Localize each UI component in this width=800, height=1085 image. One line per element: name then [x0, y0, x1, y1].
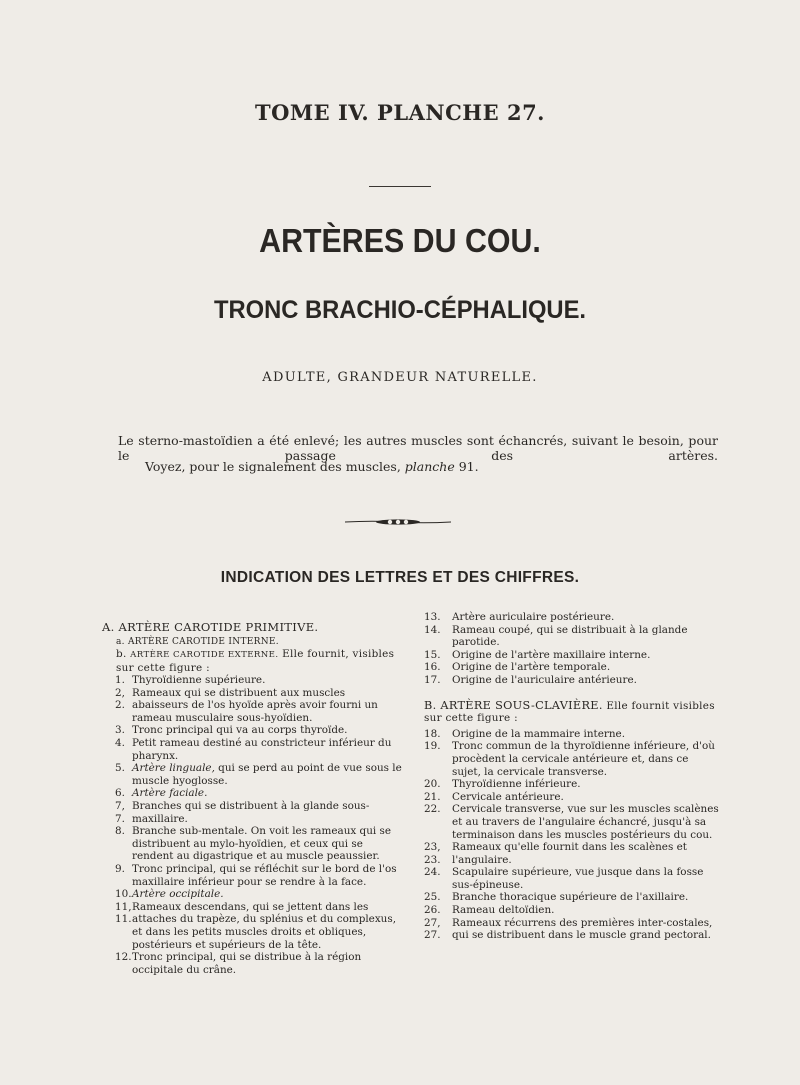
list-item [102, 687, 402, 725]
ornament-divider [343, 515, 453, 529]
page-title: ARTÈRES DU COU. [259, 222, 541, 259]
list-item [424, 778, 719, 791]
list-item [102, 762, 402, 787]
item-number: 8. [115, 825, 125, 838]
item-text: Cervicale transverse, vue sur les muscles scalènes et au travers de l'angulaire échancré, jusqu'à sa terminaison dans les muscles postérieurs du cou. [452, 803, 719, 841]
item-text: Origine de la mammaire interne. [452, 727, 625, 740]
item-number: 13. [424, 611, 441, 623]
list-item [424, 904, 719, 917]
item-italic: Artère linguale, [132, 762, 215, 775]
list-item [424, 728, 719, 741]
item-number: 9. [115, 863, 125, 875]
right-entries-top [424, 611, 719, 687]
item-text: Tronc principal, qui se distribue à la région occipitale du crâne. [132, 951, 362, 976]
item-number: 25. [424, 891, 441, 904]
item-italic: Artère occipitale. [132, 888, 224, 901]
item-text: Artère auriculaire postérieure. [452, 611, 615, 623]
list-item [102, 951, 402, 976]
sub-item-b-text: Elle fournit, visibles sur cette figure : [116, 648, 395, 674]
item-text: Rameaux qu'elle fournit dans les scalènes et l'angulaire. [452, 841, 687, 866]
item-number: 26. [424, 904, 441, 917]
title-rule [369, 186, 431, 187]
item-number: 12. [115, 951, 132, 964]
sub-item-b [102, 648, 402, 674]
item-number: 14. [424, 623, 441, 636]
item-text: Tronc principal qui va au corps thyroïde. [132, 724, 348, 737]
intro-reference-text: Voyez, pour le signalement des muscles, [145, 459, 405, 474]
item-text: Branche sub-mentale. On voit les rameaux qui se distribuent au mylo-hyoïdien, et ceux qui se rendent au digastrique et au muscle peaussier. [132, 825, 391, 863]
sub-item-a: a. ARTÈRE CAROTIDE INTERNE. [116, 636, 279, 647]
item-text: Branches qui se distribuent à la glande sous-maxillaire. [132, 800, 370, 825]
subclavian-heading-title: B. ARTÈRE SOUS-CLAVIÈRE. [424, 698, 603, 712]
item-number: 19. [424, 740, 441, 753]
list-item [424, 791, 719, 804]
item-number: 27, 27. [424, 916, 441, 942]
sub-item-b-letter: b. [116, 648, 127, 661]
item-number: 10. [115, 888, 132, 901]
intro-reference-end: 91. [454, 459, 479, 474]
carotid-heading: A. ARTÈRE CAROTIDE PRIMITIVE. [102, 620, 319, 634]
left-column [102, 621, 402, 976]
left-entries [102, 674, 402, 976]
item-text: Rameau deltoïdien. [452, 904, 555, 917]
page-subtitle: TRONC BRACHIO-CÉPHALIQUE. [213, 296, 587, 324]
item-number: 7, 7. [115, 800, 125, 825]
list-item [424, 866, 719, 891]
item-text: Rameaux qui se distribuent aux muscles abaisseurs de l'os hyoïde après avoir fourni un rameau musculaire sous-hyoïdien. [132, 686, 378, 724]
item-number: 16. [424, 661, 441, 674]
subclavian-heading [424, 700, 719, 725]
item-text: Scapulaire supérieure, vue jusque dans la fosse sus-épineuse. [452, 866, 704, 891]
list-item [424, 740, 719, 778]
sub-item-b-caps: ARTÈRE CAROTIDE EXTERNE. [130, 650, 279, 661]
intro-paragraph: Le sterno-mastoïdien a été enlevé; les autres muscles sont échancrés, suivant le besoin, pour le passage des artères. [118, 433, 718, 463]
right-column [424, 611, 719, 942]
list-item [102, 674, 402, 687]
item-text: Rameaux récurrens des premières inter-costales, qui se distribuent dans le muscle grand pectoral. [452, 916, 713, 942]
item-text: Origine de l'artère temporale. [452, 661, 611, 674]
list-item [424, 891, 719, 904]
item-text: Cervicale antérieure. [452, 790, 564, 803]
list-item [424, 624, 719, 649]
list-item [102, 825, 402, 863]
item-italic: Artère faciale. [132, 787, 208, 800]
index-title: INDICATION DES LETTRES ET DES CHIFFRES. [220, 569, 580, 586]
list-item [424, 661, 719, 674]
intro-reference [145, 459, 479, 474]
item-text: Origine de l'artère maxillaire interne. [452, 648, 651, 661]
list-item [102, 800, 402, 825]
item-number: 21. [424, 790, 441, 803]
item-number: 4. [115, 737, 125, 750]
item-number: 18. [424, 727, 441, 740]
list-item [102, 737, 402, 762]
item-number: 17. [424, 673, 441, 686]
item-text: Thyroïdienne inférieure. [452, 778, 581, 791]
plate-number: TOME IV. PLANCHE 27. [254, 100, 545, 125]
list-item [102, 724, 402, 737]
item-text: qui se perd au point de vue sous le muscle hyoglosse. [132, 762, 402, 787]
item-number: 2, 2. [115, 686, 125, 712]
item-text: Tronc principal, qui se réfléchit sur le bord de l'os maxillaire inférieur pour se rendre à la face. [132, 863, 397, 888]
item-text: Origine de l'auriculaire antérieure. [452, 673, 637, 686]
right-entries [424, 728, 719, 942]
item-number: 6. [115, 787, 125, 800]
item-number: 5. [115, 762, 125, 775]
item-number: 11, 11. [115, 900, 132, 926]
list-item [424, 611, 719, 624]
item-number: 23, 23. [424, 841, 441, 866]
item-text: Branche thoracique supérieure de l'axillaire. [452, 891, 689, 904]
item-text: Tronc commun de la thyroïdienne inférieure, d'où procèdent la cervicale antérieure et, dans ce sujet, la cervicale transverse. [452, 740, 715, 778]
item-number: 22. [424, 803, 441, 816]
list-item [424, 649, 719, 662]
item-number: 15. [424, 648, 441, 661]
list-item [102, 787, 402, 800]
item-text: Petit rameau destiné au constricteur inférieur du pharynx. [132, 737, 392, 762]
item-text: Rameaux descendans, qui se jettent dans les attaches du trapèze, du splénius et du complexus, et dans les petits muscles droits et obliques, postérieurs et supérieurs de la tête. [132, 900, 397, 951]
item-number: 1. [115, 674, 125, 687]
intro-reference-italic: planche [404, 459, 455, 474]
list-item [424, 803, 719, 841]
plate-caption: ADULTE, GRANDEUR NATURELLE. [262, 370, 538, 385]
subclavian-heading-text: Elle fournit visibles sur cette figure : [424, 699, 715, 725]
list-item [102, 901, 402, 951]
list-item [102, 888, 402, 901]
item-text: Rameau coupé, qui se distribuait à la glande parotide. [452, 623, 688, 649]
item-number: 3. [115, 724, 125, 737]
item-number: 20. [424, 778, 441, 791]
list-item [424, 674, 719, 687]
list-item [102, 863, 402, 888]
list-item [424, 917, 719, 942]
item-text: Thyroïdienne supérieure. [132, 674, 266, 687]
list-item [424, 841, 719, 866]
item-number: 24. [424, 866, 441, 879]
